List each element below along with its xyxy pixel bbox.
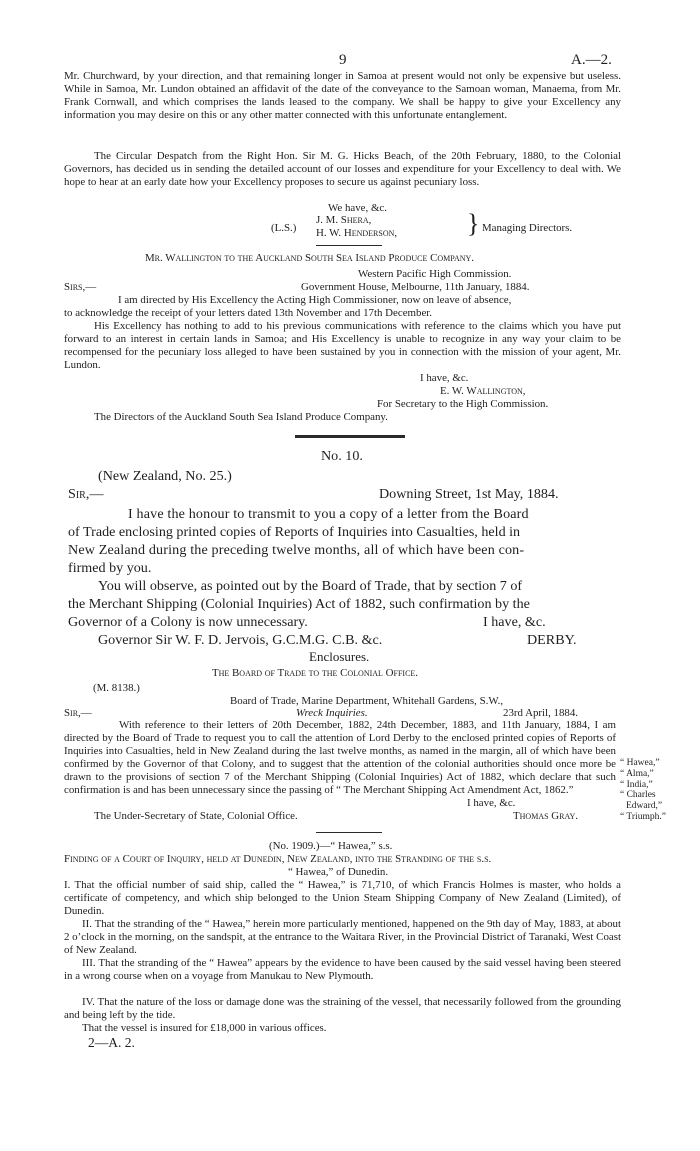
enclosure-office: Board of Trade, Marine Department, Whitehall Gardens, S.W.,: [230, 695, 504, 707]
despatch-line-2: of Trade enclosing printed copies of Reports of Inquiries into Casualties, held in: [68, 524, 521, 540]
finding-clause-iii: III. That the stranding of the “ Hawea” appears by the evidence to have been caused by the said vessel having been steered in a wrong course when on a voyage from Manukau to New Plymouth.: [64, 957, 621, 982]
enclosure-subheading: The Board of Trade to the Colonial Office.: [212, 667, 419, 679]
enclosure-signature: Thomas Gray.: [513, 810, 579, 822]
enclosure-reference: (M. 8138.): [93, 682, 140, 694]
margin-ship: “ Charles: [620, 790, 656, 801]
enclosure-body: With reference to their letters of 20th December, 1882, 24th December, 1883, and 11th January, 1884, I am directed by the Board of Trade to request you to call the attention of Lord Derby to the enclosed printed copies of Reports of Inquiries into Casualties, held in New Zealand during the last twelve months, as named in the margin, all of which have been confirmed by the Governor of that Colony, and to suggest that the attention of the colonial authorities should once more be drawn to the provisions of section 7 of the Merchant Shipping (Colonial Inquiries) Act of 1882, which declare that such confirmation is and has been unnecessary since the passing of “ The Merchant Shipping Act Amendment Act, 1862.”: [64, 719, 616, 796]
despatch-number: No. 10.: [321, 448, 363, 464]
finding-insurance: That the vessel is insured for £18,000 in various offices.: [82, 1022, 327, 1034]
enclosure-divider: [316, 832, 382, 833]
letter2-paragraph-2: His Excellency has nothing to add to his previous communications with reference to the claims which you have put forward to an interest in certain lands in Samoa; and His Excellency is unable to recognize in any way your claim to be recompensed for the pecuniary loss alleged to have been sustained by you in connection with the mission of your agent, Mr. Lundon.: [64, 320, 621, 371]
margin-ship: Edward,”: [626, 801, 663, 812]
enclosure-closing: I have, &c.: [467, 797, 516, 809]
letter1-closing: We have, &c.: [328, 202, 387, 214]
margin-ship: “ Alma,”: [620, 768, 654, 779]
finding-clause-i: I. That the official number of said ship, called the “ Hawea,” is 71,710, of which Francis Holmes is master, who holds a certificate of competency, and which ship belonged to the Union Steam Shipping Company of New Zealand (Limited), of Dunedin.: [64, 879, 621, 917]
despatch-salutation: Sir,—: [68, 486, 104, 502]
letter2-closing: I have, &c.: [420, 372, 469, 384]
margin-ship: “ Triumph.”: [620, 811, 666, 822]
despatch-line-6: the Merchant Shipping (Colonial Inquiries) Act of 1882, such confirmation by the: [68, 596, 530, 612]
page-number: 9: [339, 52, 347, 68]
letter1-signature-henderson: H. W. Henderson,: [316, 227, 398, 239]
signature-mark: 2—A. 2.: [88, 1035, 135, 1050]
finding-number: (No. 1909.)—“ Hawea,” s.s.: [269, 840, 393, 852]
enclosure-date: 23rd April, 1884.: [503, 707, 579, 719]
margin-ship-list: [620, 758, 700, 823]
letter2-place-date: Government House, Melbourne, 11th January, 1884.: [301, 281, 530, 293]
enclosures-heading: Enclosures.: [309, 649, 370, 664]
letter2-paragraph-1a: I am directed by His Excellency the Acting High Commissioner, now on leave of absence,: [118, 294, 512, 306]
letter2-signatory-title: For Secretary to the High Commission.: [377, 398, 549, 410]
finding-clause-ii: II. That the stranding of the “ Hawea,” herein more particularly mentioned, happened on the 9th day of May, 1883, at about 2 o’clock in the morning, on the sandspit, at the entrance to the Waitara River, in the Provincial District of Taranaki, West Coast of New Zealand.: [64, 918, 621, 956]
enclosure-salutation: Sir,—: [64, 707, 92, 719]
letter1-paragraph-1: Mr. Churchward, by your direction, and that remaining longer in Samoa at present would not only be expensive but useless. While in Samoa, Mr. Lundon obtained an affidavit of the date of the conveyance to the Samoan woman, Manaema, from Mr. Frank Cornwall, and which comprises the lands leased to the company. We shall be happy to give your Excellency any information you may desire on this or any other matter connected with this unfortunate entanglement.: [64, 70, 621, 121]
despatch-place-date: Downing Street, 1st May, 1884.: [379, 486, 559, 502]
despatch-line-1: I have the honour to transmit to you a copy of a letter from the Board: [128, 506, 529, 522]
finding-clause-iv: IV. That the nature of the loss or damage done was the straining of the vessel, that necessarily followed from the grounding and being left by the tide.: [64, 996, 621, 1021]
letter2-office: Western Pacific High Commission.: [358, 268, 512, 280]
letter2-heading: Mr. Wallington to the Auckland South Sea Island Produce Company.: [145, 252, 475, 264]
letter2-addressee: The Directors of the Auckland South Sea Island Produce Company.: [94, 411, 388, 423]
despatch-line-3: New Zealand during the preceding twelve months, all of which have been con-: [68, 542, 525, 558]
despatch-series: (New Zealand, No. 25.): [98, 468, 232, 484]
despatch-line-4: firmed by you.: [68, 560, 152, 576]
despatch-signature: DERBY.: [527, 632, 577, 648]
finding-title-line-2: “ Hawea,” of Dunedin.: [288, 866, 389, 878]
despatch-closing: I have, &c.: [483, 614, 546, 630]
finding-title-line-1: Finding of a Court of Inquiry, held at Dunedin, New Zealand, into the Stranding of the s.s.: [64, 853, 492, 865]
letter1-seal: (L.S.): [271, 222, 297, 234]
letter2-paragraph-1b: to acknowledge the receipt of your letters dated 13th November and 17th December.: [64, 307, 433, 319]
despatch-addressee: Governor Sir W. F. D. Jervois, G.C.M.G. C.B. &c.: [98, 632, 383, 648]
document-reference: A.—2.: [571, 52, 612, 68]
enclosure-subject: Wreck Inquiries.: [296, 707, 368, 719]
letter2-salutation: Sirs,—: [64, 281, 97, 293]
enclosure-addressee: The Under-Secretary of State, Colonial Office.: [94, 810, 298, 822]
section-divider: [295, 435, 405, 438]
margin-ship: “ Hawea,”: [620, 758, 660, 768]
despatch-line-7: Governor of a Colony is now unnecessary.: [68, 614, 308, 630]
margin-ship: “ India,”: [620, 779, 653, 790]
letter1-paragraph-2: The Circular Despatch from the Right Hon. Sir M. G. Hicks Beach, of the 20th February, 1880, to the Colonial Governors, has decided us in sending the detailed account of our losses and expenditure for your Excellency to deal with. We hope to hear at an early date how your Excellency proposes to secure us against pecuniary loss.: [64, 150, 621, 188]
signature-brace: }: [467, 209, 480, 238]
letter2-signature: E. W. Wallington,: [440, 385, 526, 397]
letter-divider: [316, 245, 382, 246]
letter1-role: Managing Directors.: [482, 222, 573, 234]
letter1-signature-shera: J. M. Shera,: [316, 214, 372, 226]
despatch-line-5: You will observe, as pointed out by the Board of Trade, that by section 7 of: [98, 578, 523, 594]
